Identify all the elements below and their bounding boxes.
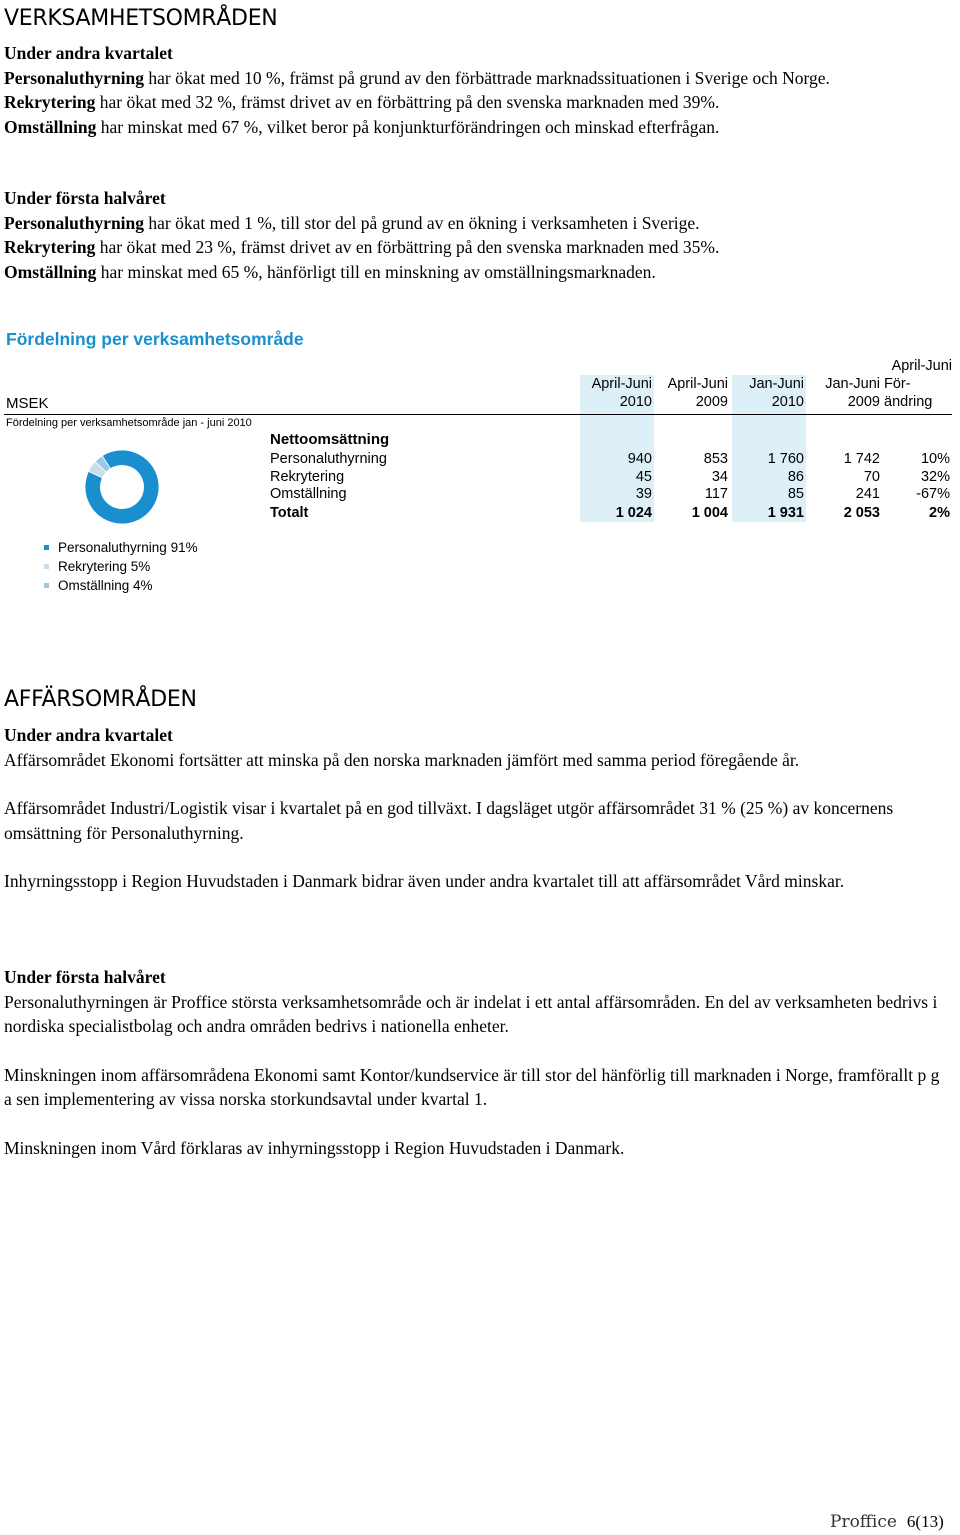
s2-q2-paragraph: Affärsområdet Ekonomi fortsätter att minska på den norska marknaden jämfört med samma period föregående år. [4,749,800,770]
s2-q2-paragraph: Inhyrningsstopp i Region Huvudstaden i Danmark bidrar även under andra kvartalet till att affärsområdet Vård minskar. [4,871,845,891]
distribution-donut-chart [80,445,164,529]
s2-h1-heading: Under första halvåret [4,967,166,987]
cell: 853 [703,451,728,467]
cell: 70 [863,469,880,485]
cell: 39 [635,486,652,502]
cell: 1 024 [615,505,652,521]
cell: 1 760 [767,451,804,467]
proffice-logo: Proffice [830,1512,897,1532]
row-label: Rekrytering [270,469,345,485]
page-footer [830,1512,944,1532]
q2-line-rekrytering: Rekrytering har ökat med 32 %, främst drivet av en förbättring på den svenska marknaden med 39%. [4,92,720,112]
cell: 32% [920,469,950,485]
section1-q2-block [4,41,954,139]
cell: 2 053 [843,505,880,521]
donut-hole [100,465,144,509]
legend-marker [44,545,49,550]
s2-h1-paragraph: Minskningen inom affärsområdena Ekonomi samt Kontor/kundservice är till stor del hänförlig till marknaden i Norge, framförallt p g a sen implementering av vissa norska storkundsavtal under kvartal 1. [4,1064,940,1109]
col-header-1-line1: April-Juni [591,376,652,392]
col-header-5-line0: April-Juni [891,358,952,374]
cell: 940 [627,451,652,467]
legend-item-personaluthyrning [58,540,198,555]
q2-line-omstallning: Omställning har minskat med 67 %, vilket beror på konjunkturförändringen och minskad efterfrågan. [4,116,720,137]
row-label: Totalt [270,505,309,521]
q2-heading: Under andra kvartalet [4,43,173,63]
col-header-5-line2: ändring [884,394,933,410]
cell: 34 [711,469,728,485]
legend-label: Personaluthyrning 91% [58,540,198,555]
s2-q2-paragraph: Affärsområdet Industri/Logistik visar i kvartalet på en god tillväxt. I dagsläget utgör affärsområdet 31 % (25 %) av koncernens omsättning för Personaluthyrning. [4,798,894,843]
legend-marker [44,583,49,588]
distribution-title: Fördelning per verksamhetsområde [6,329,304,349]
cell: 117 [704,486,728,502]
cell: 2% [929,505,950,521]
cell: 86 [787,469,804,485]
h1-heading: Under första halvåret [4,188,166,208]
chart-legend [58,540,258,600]
row-label: Personaluthyrning [270,451,387,467]
col-header-3-line1: Jan-Juni [749,376,804,392]
page-number: 6(13) [906,1512,944,1531]
legend-item-rekrytering [58,559,150,574]
legend-label: Omställning 4% [58,578,153,593]
section2-h1-block [4,965,944,1160]
s2-q2-heading: Under andra kvartalet [4,725,173,745]
col-header-1-line2: 2010 [619,394,652,410]
cell: 85 [787,486,804,502]
col-header-4-line2: 2009 [847,394,880,410]
col-header-2-line1: April-Juni [667,376,728,392]
section2-q2-block [4,723,944,894]
col-header-5-line1: För- [884,376,911,392]
chart-caption: Fördelning per verksamhetsområde jan - juni 2010 [6,417,252,429]
s2-h1-paragraph: Personaluthyrningen är Proffice största verksamhetsområde och är indelat i ett antal affärsområden. En del av verksamheten bedrivs i nordiska specialistbolag och andra områden bedrivs i nationella enheter. [4,991,938,1036]
cell: 10% [920,451,950,467]
section-title-verksamhetsomraden: VERKSAMHETSOMRÅDEN [4,6,278,31]
h1-line-rekrytering: Rekrytering har ökat med 23 %, främst drivet av en förbättring på den svenska marknaden med 35%. [4,237,720,257]
legend-item-omstallning [58,578,153,593]
unit-label: MSEK [6,395,49,412]
cell: 1 742 [843,451,880,467]
cell: 45 [635,469,652,485]
h1-line-omstallning: Omställning har minskat med 65 %, hänförligt till en minskning av omställningsmarknaden. [4,261,656,282]
cell: 1 931 [767,505,804,521]
col-header-4-line1: Jan-Juni [825,376,880,392]
section1-h1-block [4,186,954,284]
col-header-2-line2: 2009 [695,394,728,410]
group-label-nettoomsattning: Nettoomsättning [270,431,390,448]
col-header-3-line2: 2010 [771,394,804,410]
cell: 1 004 [691,505,728,521]
row-label: Omställning [270,486,347,502]
header-rule [4,414,952,415]
cell: -67% [916,486,950,502]
s2-h1-paragraph: Minskningen inom Vård förklaras av inhyrningsstopp i Region Huvudstaden i Danmark. [4,1137,625,1158]
legend-label: Rekrytering 5% [58,559,151,574]
section-title-affarsomraden: AFFÄRSOMRÅDEN [4,687,197,712]
legend-marker [44,564,49,569]
cell: 241 [855,486,880,502]
h1-line-personaluthyrning: Personaluthyrning har ökat med 1 %, till stor del på grund av en ökning i verksamheten i Sverige. [4,212,700,233]
q2-line-personaluthyrning: Personaluthyrning har ökat med 10 %, främst på grund av den förbättrade marknadssituationen i Sverige och Norge. [4,67,830,88]
